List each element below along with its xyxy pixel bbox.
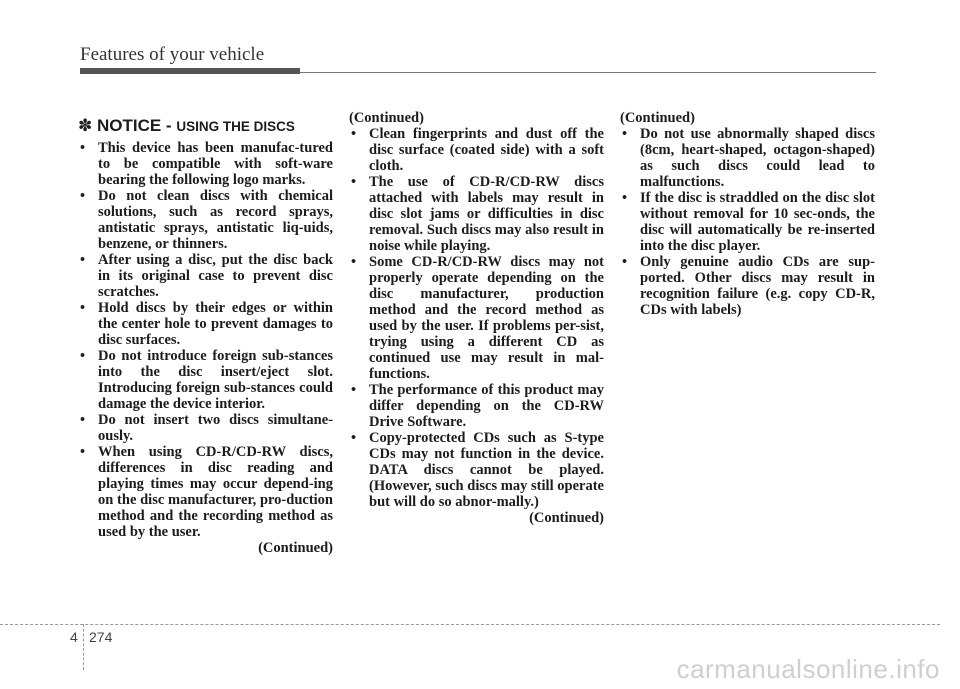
continued-label: (Continued) xyxy=(529,510,604,526)
bullet-list-1 xyxy=(78,140,333,540)
continued-heading: (Continued) xyxy=(349,110,424,126)
section-number: 4 xyxy=(70,629,78,645)
header-rule xyxy=(300,72,876,73)
list-item: • Only genuine audio CDs are sup-ported. Other discs may result in recognition failure (e.g. copy CD-R, CDs with labels) xyxy=(620,254,875,318)
list-item: • Do not use abnormally shaped discs (8cm, heart-shaped, octagon-shaped) as such discs could lead to malfunctions. xyxy=(620,126,875,190)
list-item: • Some CD-R/CD-RW discs may not properly operate depending on the disc manufacturer, production method and the record method as used by the user. If problems per-sist, trying using a different CD as continued use may result in mal-functions. xyxy=(349,254,604,382)
list-item: • Clean fingerprints and dust off the disc surface (coated side) with a soft cloth. xyxy=(349,126,604,174)
column-2 xyxy=(349,110,604,526)
footer-rule xyxy=(0,624,940,625)
list-item: • After using a disc, put the disc back in its original case to prevent disc scratches. xyxy=(78,252,333,300)
bullet-list-2 xyxy=(349,126,604,510)
column-1 xyxy=(78,110,333,556)
notice-heading xyxy=(78,117,333,136)
column-3 xyxy=(620,110,875,318)
list-item: • When using CD-R/CD-RW discs, differences in disc reading and playing times may occur depend-ing on the disc manufacturer, pro-duction method and the recording method as used by the user. xyxy=(78,444,333,540)
list-item: • Hold discs by their edges or within the center hole to prevent damages to disc surfaces. xyxy=(78,300,333,348)
notice-label: NOTICE - xyxy=(96,116,177,135)
header-bar xyxy=(80,68,300,74)
list-item: • If the disc is straddled on the disc slot without removal for 10 sec-onds, the disc will automatically be re-inserted into the disc player. xyxy=(620,190,875,254)
list-item: • The use of CD-R/CD-RW discs attached with labels may result in disc slot jams or difficulties in disc removal. Such discs may also result in noise while playing. xyxy=(349,174,604,254)
notice-star-icon: ✽ xyxy=(78,116,93,135)
page-header-title: Features of your vehicle xyxy=(80,44,265,65)
list-item: • Do not insert two discs simultane-ously. xyxy=(78,412,333,444)
footer-divider xyxy=(83,624,84,670)
bullet-list-3 xyxy=(620,126,875,318)
notice-subtitle: USING THE DISCS xyxy=(176,119,295,134)
list-item: • Do not clean discs with chemical solutions, such as record sprays, antistatic sprays, antistatic liq-uids, benzene, or thinners. xyxy=(78,188,333,252)
continued-heading: (Continued) xyxy=(620,110,695,126)
list-item: • Copy-protected CDs such as S-type CDs may not function in the device. DATA discs cannot be played. (However, such discs may still operate but will do so abnor-mally.) xyxy=(349,430,604,510)
continued-label: (Continued) xyxy=(258,540,333,556)
watermark: carmanualsonline.info xyxy=(676,654,940,684)
list-item: • This device has been manufac-tured to be compatible with soft-ware bearing the following logo marks. xyxy=(78,140,333,188)
list-item: • The performance of this product may differ depending on the CD-RW Drive Software. xyxy=(349,382,604,430)
list-item: • Do not introduce foreign sub-stances into the disc insert/eject slot. Introducing foreign sub-stances could damage the device interior. xyxy=(78,348,333,412)
page-number: 274 xyxy=(89,629,113,645)
